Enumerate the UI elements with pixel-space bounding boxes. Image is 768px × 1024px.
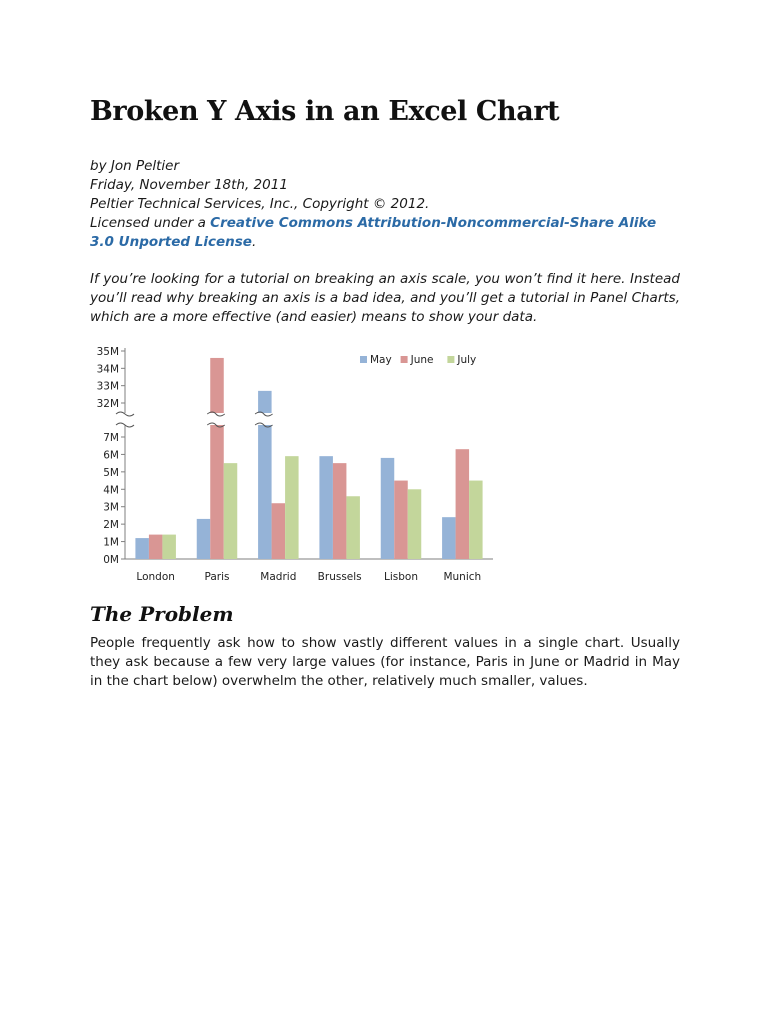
- bar-munich-july: [469, 481, 483, 559]
- legend-label-july: July: [457, 354, 477, 366]
- license-suffix: .: [251, 234, 257, 250]
- y-tick-label: 2M: [103, 519, 119, 532]
- bar-paris-july: [224, 463, 238, 559]
- chart-svg: [88, 340, 508, 590]
- byline: by Jon Peltier: [90, 158, 180, 174]
- bar-paris-june: [210, 358, 224, 559]
- bar-london-june: [149, 535, 163, 559]
- bar-munich-june: [456, 449, 470, 559]
- broken-axis-chart: [88, 340, 508, 590]
- section-title: The Problem: [90, 602, 234, 626]
- y-tick-label: 1M: [103, 536, 119, 549]
- y-tick-label: 32M: [96, 398, 119, 410]
- license-prefix: Licensed under a: [90, 215, 211, 231]
- y-tick-label: 33M: [96, 380, 119, 393]
- license-line: [90, 214, 680, 252]
- y-tick-label: 3M: [103, 501, 119, 514]
- x-tick-label: Lisbon: [384, 571, 418, 583]
- bar-brussels-may: [319, 456, 333, 559]
- bar-lisbon-june: [394, 481, 408, 559]
- bar-lisbon-may: [381, 458, 395, 559]
- legend-swatch-may: [360, 356, 367, 363]
- y-tick-label: 35M: [96, 346, 119, 359]
- y-tick-label: 7M: [103, 431, 119, 444]
- article-meta: [90, 157, 680, 252]
- article: [90, 96, 680, 327]
- x-tick-label: Munich: [443, 571, 482, 583]
- bar-brussels-june: [333, 463, 347, 559]
- x-tick-label: London: [136, 571, 175, 583]
- page-title: Broken Y Axis in an Excel Chart: [90, 96, 560, 127]
- bar-paris-may: [197, 519, 211, 559]
- legend-label-june: June: [410, 354, 434, 366]
- bar-munich-may: [442, 517, 456, 559]
- bar-lisbon-july: [408, 489, 422, 559]
- x-tick-label: Madrid: [260, 571, 297, 583]
- x-tick-label: Brussels: [317, 571, 362, 583]
- legend-swatch-july: [447, 356, 454, 363]
- y-tick-label: 4M: [103, 484, 119, 497]
- y-tick-label: 34M: [96, 363, 119, 376]
- bar-madrid-june: [272, 503, 286, 559]
- y-tick-label: 6M: [103, 449, 119, 462]
- bar-madrid-july: [285, 456, 299, 559]
- legend-label-may: May: [370, 354, 392, 366]
- license-link[interactable]: Creative Commons Attribution-Noncommercial-Share Alike 3.0 Unported License: [90, 215, 657, 250]
- y-tick-label: 5M: [103, 466, 119, 479]
- legend-swatch-june: [401, 356, 408, 363]
- publish-date: Friday, November 18th, 2011: [90, 177, 288, 193]
- bar-london-july: [162, 535, 176, 559]
- intro-paragraph: If you’re looking for a tutorial on breaking an axis scale, you won’t find it here. Instead you’ll read why breaking an axis is a bad idea, and you’ll get a tutorial in Panel Charts, which are a more effective (and easier) means to show your data.: [90, 271, 680, 325]
- bar-london-may: [135, 538, 149, 559]
- copyright: Peltier Technical Services, Inc., Copyright © 2012.: [90, 196, 430, 212]
- section-body: People frequently ask how to show vastly different values in a single chart. Usually they ask because a few very large values (for instance, Paris in June or Madrid in May in the chart below) overwhelm the other, relatively much smaller, values.: [90, 635, 680, 689]
- x-tick-label: Paris: [204, 571, 230, 583]
- y-tick-label: 0M: [103, 554, 119, 566]
- bar-brussels-july: [346, 496, 360, 559]
